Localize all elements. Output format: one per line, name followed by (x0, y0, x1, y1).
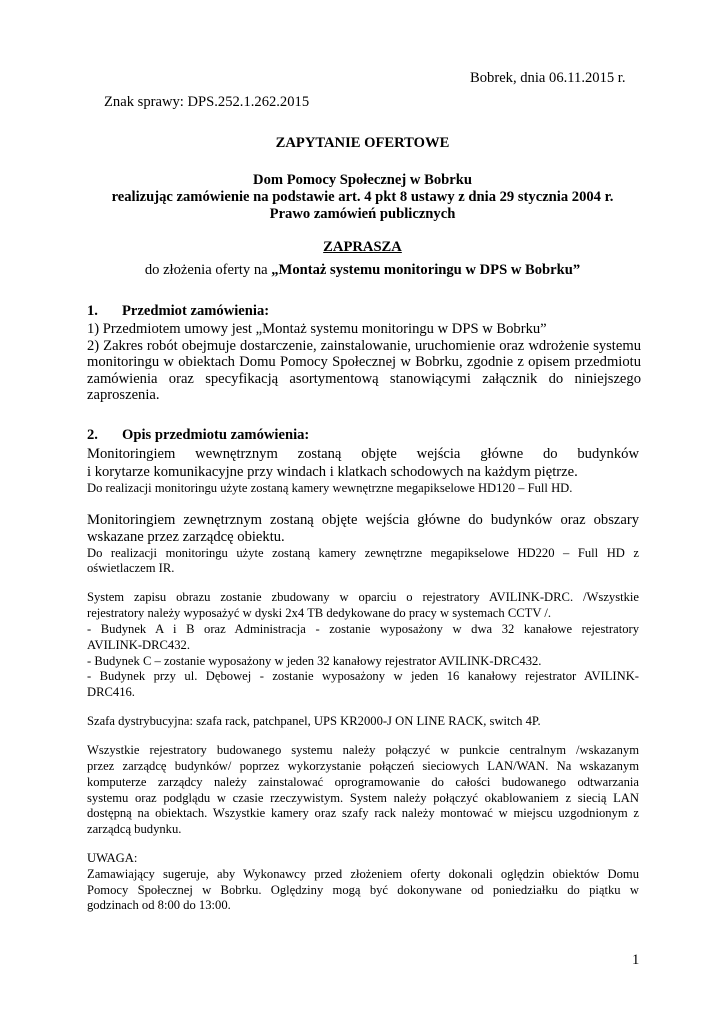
section-2-p3-line-4: AVILINK-DRC432. (87, 638, 190, 652)
invite-text-prefix: do złożenia oferty na (144, 262, 272, 278)
section-2-p1-line-3: Do realizacji monitoringu użyte zostaną kamery wewnętrzne megapikselowe HD120 – Full HD. (87, 481, 573, 495)
section-1-heading (87, 302, 269, 320)
section-2-p5-line-4: systemu oraz podglądu w czasie rzeczywistym. System należy połączyć okablowaniem z siecią LAN (87, 791, 639, 805)
note-line-3: godzinach od 8:00 do 13:00. (87, 898, 231, 912)
section-2-number: 2. (87, 427, 98, 443)
section-1-line-4: zamówienia oraz specyfikacją asortymentową stanowiącymi załącznik do niniejszego (87, 371, 641, 387)
section-1-line-2: 2) Zakres robót obejmuje dostarczenie, zainstalowanie, uruchomienie oraz wdrożenie systemu (87, 338, 641, 354)
section-2-p3-line-6: - Budynek przy ul. Dębowej - zostanie wyposażony w jeden 16 kanałowy rejestrator AVILINK- (87, 669, 639, 683)
section-2-p1-line-2: i korytarze komunikacyjne przy windach i klatkach schodowych na każdym piętrze. (87, 464, 578, 480)
section-2-p2-line-2: wskazane przez zarządcę obiektu. (87, 529, 285, 545)
section-2-p3-line-3: - Budynek A i B oraz Administracja - zostanie wyposażony w dwa 32 kanałowe rejestratory (87, 622, 639, 636)
section-1-title: Przedmiot zamówienia: (122, 303, 270, 319)
issuer-law-name: Prawo zamówień publicznych (269, 206, 456, 222)
note-line-2: Pomocy Społecznej w Bobrku. Oględziny mogą być dokonywane od poniedziałku do piątku w (87, 883, 639, 897)
issuer-name: Dom Pomocy Społecznej w Bobrku (253, 172, 472, 188)
section-2-p5-line-5: dostępną na obiektach. Wszystkie kamery oraz szafy rack należy montować w miejscu uzgodnionym z (87, 806, 639, 820)
note-line-1: Zamawiający sugeruje, aby Wykonawcy przed złożeniem oferty dokonali oględzin obiektów Domu (87, 867, 639, 881)
page-number: 1 (632, 952, 640, 968)
note-label: UWAGA: (87, 851, 138, 865)
section-2-p3-line-7: DRC416. (87, 685, 135, 699)
section-2-p5-line-3: komputerze zarządcy należy zainstalować oprogramowanie do całości budowanego odtwarzania (87, 775, 639, 789)
section-2-p5-line-2: przez zarządcę budynków/ poprzez wykorzystanie połączeń sieciowych LAN/WAN. Na wskazanym (87, 759, 639, 773)
case-reference: Znak sprawy: DPS.252.1.262.2015 (104, 94, 310, 110)
section-2-p2-line-1: Monitoringiem zewnętrznym zostaną objęte wejścia główne do budynków oraz obszary (87, 512, 639, 528)
section-2-p5-line-6: zarządcą budynku. (87, 822, 182, 836)
section-2-p3-line-1: System zapisu obrazu zostanie zbudowany w oparciu o rejestratory AVILINK-DRC. /Wszystkie (87, 590, 639, 604)
section-2-p3-line-5: - Budynek C – zostanie wyposażony w jeden 32 kanałowy rejestrator AVILINK-DRC432. (87, 654, 542, 668)
section-2-p2-line-3: Do realizacji monitoringu użyte zostaną kamery zewnętrzne megapikselowe HD220 – Full HD z (87, 546, 639, 560)
issuer-legal-basis: realizując zamówienie na podstawie art. 4 pkt 8 ustawy z dnia 29 stycznia 2004 r. (111, 189, 614, 205)
invite-subject: „Montaż systemu monitoringu w DPS w Bobrku” (271, 262, 581, 278)
section-2-title: Opis przedmiotu zamówienia: (122, 427, 310, 443)
section-1-line-1: 1) Przedmiotem umowy jest „Montaż systemu monitoringu w DPS w Bobrku” (87, 321, 547, 337)
section-2-p1-line-1: Monitoringiem wewnętrznym zostaną objęte wejścia główne do budynków (87, 446, 639, 462)
invite-text (0, 261, 725, 279)
section-2-p4-line-1: Szafa dystrybucyjna: szafa rack, patchpanel, UPS KR2000-J ON LINE RACK, switch 4P. (87, 714, 541, 728)
invite-heading: ZAPRASZA (323, 239, 402, 255)
place-date: Bobrek, dnia 06.11.2015 r. (470, 70, 626, 86)
section-1-number: 1. (87, 303, 98, 319)
section-2-p3-line-2: rejestratory należy wyposażyć w dyski 2x4 TB dedykowane do pracy w systemach CCTV /. (87, 606, 551, 620)
section-1-line-3: monitoringu w obiektach Domu Pomocy Społecznej w Bobrku, zgodnie z opisem przedmiotu (87, 354, 641, 370)
section-2-heading (87, 426, 309, 444)
section-1-line-5: zaproszenia. (87, 387, 160, 403)
section-2-p2-line-4: oświetlaczem IR. (87, 561, 175, 575)
document-title: ZAPYTANIE OFERTOWE (275, 135, 450, 151)
section-2-p5-line-1: Wszystkie rejestratory budowanego systemu należy połączyć w punkcie centralnym /wskazanym (87, 743, 639, 757)
